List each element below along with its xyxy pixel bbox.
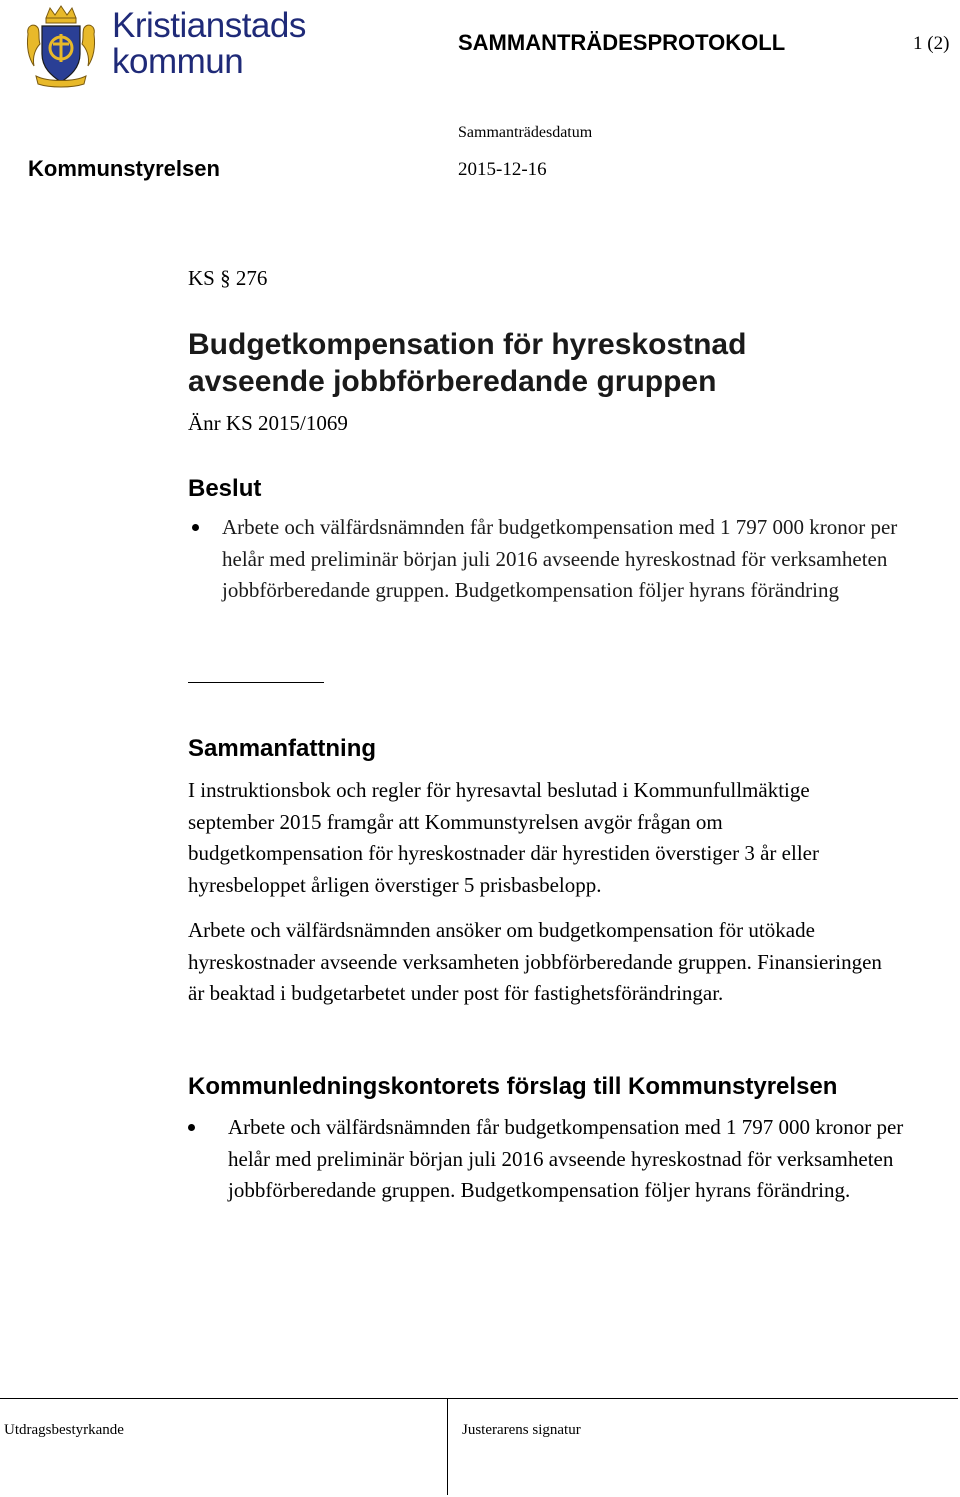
page-number: 1 (2) [913,33,950,54]
case-title-line2: avseende jobbförberedande gruppen [188,365,717,398]
logo [24,4,324,90]
list-item [222,512,902,607]
bullet-icon [192,524,199,531]
list-item [228,1112,908,1207]
divider [188,682,324,683]
logo-text-line1: Kristianstads [112,6,306,45]
footer-extract-certification: Utdragsbestyrkande [4,1422,124,1438]
forslag-list [228,1112,908,1207]
list-item-text: Arbete och välfärdsnämnden får budgetkompensation med 1 797 000 kronor per helår med preliminär början juli 2016 avseende hyreskostnad för verksamheten jobbförberedande gruppen. Budgetkompensation följer hyrans förändring. [228,1115,904,1202]
bullet-icon [188,1124,195,1131]
footer-rule [0,1398,958,1399]
case-title-line1: Budgetkompensation för hyreskostnad [188,328,747,361]
case-number: KS § 276 [188,266,268,290]
beslut-list [222,512,902,607]
summary-paragraph-1: I instruktionsbok och regler för hyresavtal beslutad i Kommunfullmäktige september 2015 framgår att Kommunstyrelsen avgör frågan om budgetkompensation för hyreskostnader där hyrestiden överstiger 3 år eller hyresbeloppet årligen överstiger 5 prisbasbelopp. [188,778,819,897]
sammanfattning-heading: Sammanfattning [188,735,377,762]
beslut-heading: Beslut [188,475,262,502]
footer-divider [447,1398,448,1495]
document-type: SAMMANTRÄDESPROTOKOLL [458,30,786,55]
organization-name: Kommunstyrelsen [28,156,220,181]
meeting-date: 2015-12-16 [458,159,547,180]
summary-paragraph-2: Arbete och välfärdsnämnden ansöker om budgetkompensation för utökade hyreskostnader avseende verksamheten jobbförberedande gruppen. Finansieringen är beaktad i budgetarbetet under post för fastighetsförändringar. [188,918,882,1005]
footer-adjuster-signature: Justerarens signatur [462,1422,581,1438]
case-reference: Änr KS 2015/1069 [188,411,348,435]
meeting-date-label: Sammanträdesdatum [458,124,593,141]
logo-text-line2: kommun [112,42,244,81]
coat-of-arms-icon [24,4,98,88]
list-item-text: Arbete och välfärdsnämnden får budgetkompensation med 1 797 000 kronor per helår med preliminär början juli 2016 avseende hyreskostnad för verksamheten jobbförberedande gruppen. Budgetkompensation följer hyrans förändring [222,515,898,602]
forslag-heading: Kommunledningskontorets förslag till Kommunstyrelsen [188,1073,838,1100]
case-title [188,326,888,400]
